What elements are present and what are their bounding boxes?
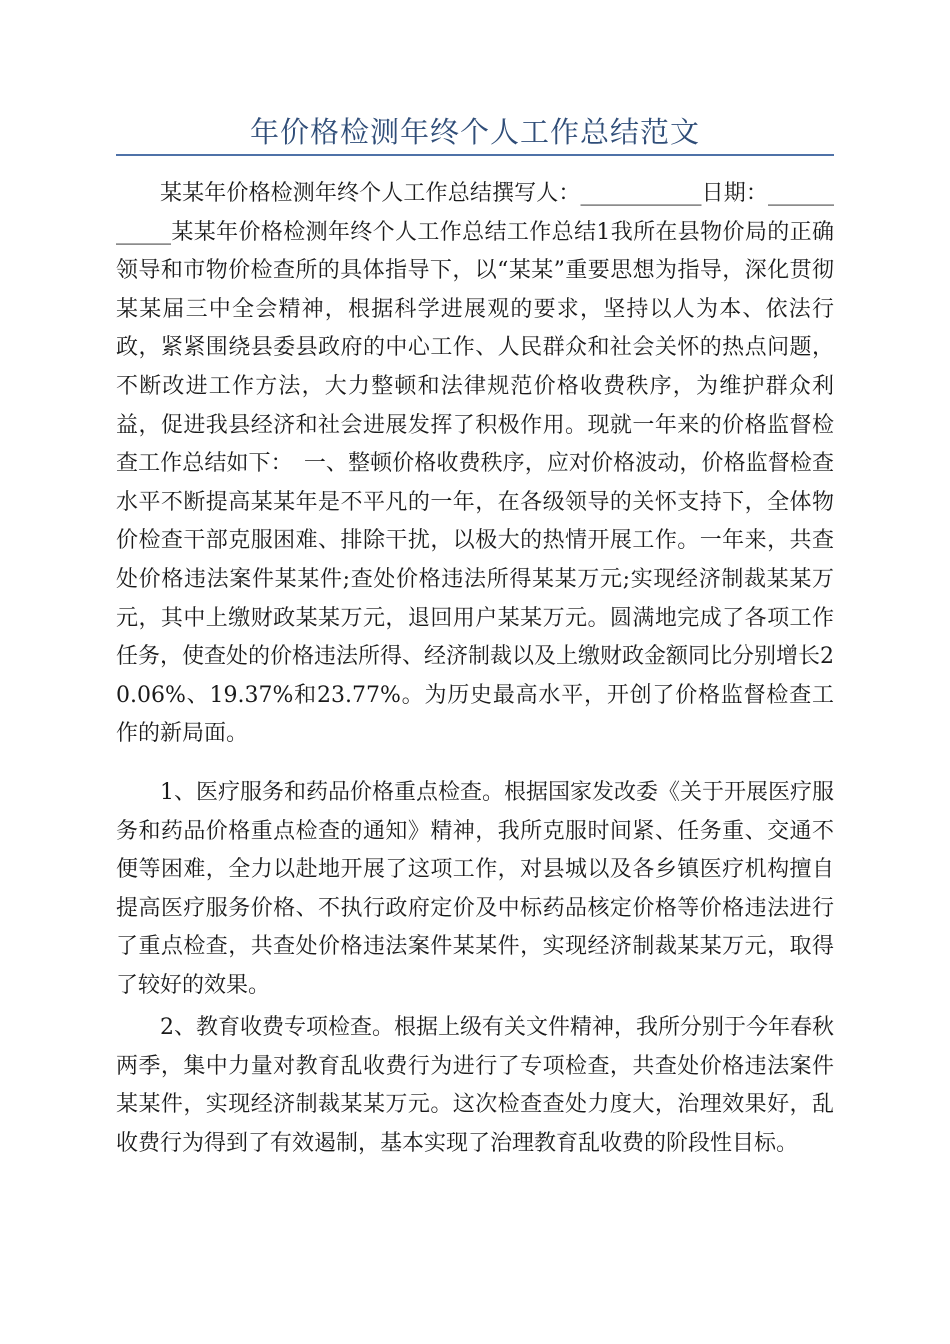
title-underline	[116, 154, 834, 156]
document-title: 年价格检测年终个人工作总结范文	[249, 115, 700, 149]
paragraph-intro: 某某年价格检测年终个人工作总结撰写人：___________日期：___________某某年价格检测年终个人工作总结工作总结1我所在县物价局的正确领导和市物价检查所的具体指导下，以“某某”重要思想为指导，深化贯彻某某届三中全会精神，根据科学进展观的要求，坚持以人为本、依法行政，紧紧围绕县委县政府的中心工作、人民群众和社会关怀的热点问题，不断改进工作方法，大力整顿和法律规范价格收费秩序，为维护群众利益，促进我县经济和社会进展发挥了积极作用。现就一年来的价格监督检查工作总结如下： 一、整顿价格收费秩序，应对价格波动，价格监督检查水平不断提高某某年是不平凡的一年，在各级领导的关怀支持下，全体物价检查干部克服困难、排除干扰，以极大的热情开展工作。一年来，共查处价格违法案件某某件;查处价格违法所得某某万元;实现经济制裁某某万元，其中上缴财政某某万元，退回用户某某万元。圆满地完成了各项工作任务，使查处的价格违法所得、经济制裁以及上缴财政金额同比分别增长20.06%、19.37%和23.77%。为历史最高水平，开创了价格监督检查工作的新局面。	[116, 181, 834, 747]
paragraph-medical-inspection: 1、医疗服务和药品价格重点检查。根据国家发改委《关于开展医疗服务和药品价格重点检查的通知》精神，我所克服时间紧、任务重、交通不便等困难，全力以赴地开展了这项工作，对县城以及各乡镇医疗机构擅自提高医疗服务价格、不执行政府定价及中标药品核定价格等价格违法进行了重点检查，共查处价格违法案件某某件，实现经济制裁某某万元，取得了较好的效果。	[116, 780, 834, 998]
paragraph-education-inspection: 2、教育收费专项检查。根据上级有关文件精神，我所分别于今年春秋两季，集中力量对教育乱收费行为进行了专项检查，共查处价格违法案件某某件，实现经济制裁某某万元。这次检查查处力度大，治理效果好，乱收费行为得到了有效遏制，基本实现了治理教育乱收费的阶段性目标。	[116, 1015, 834, 1156]
